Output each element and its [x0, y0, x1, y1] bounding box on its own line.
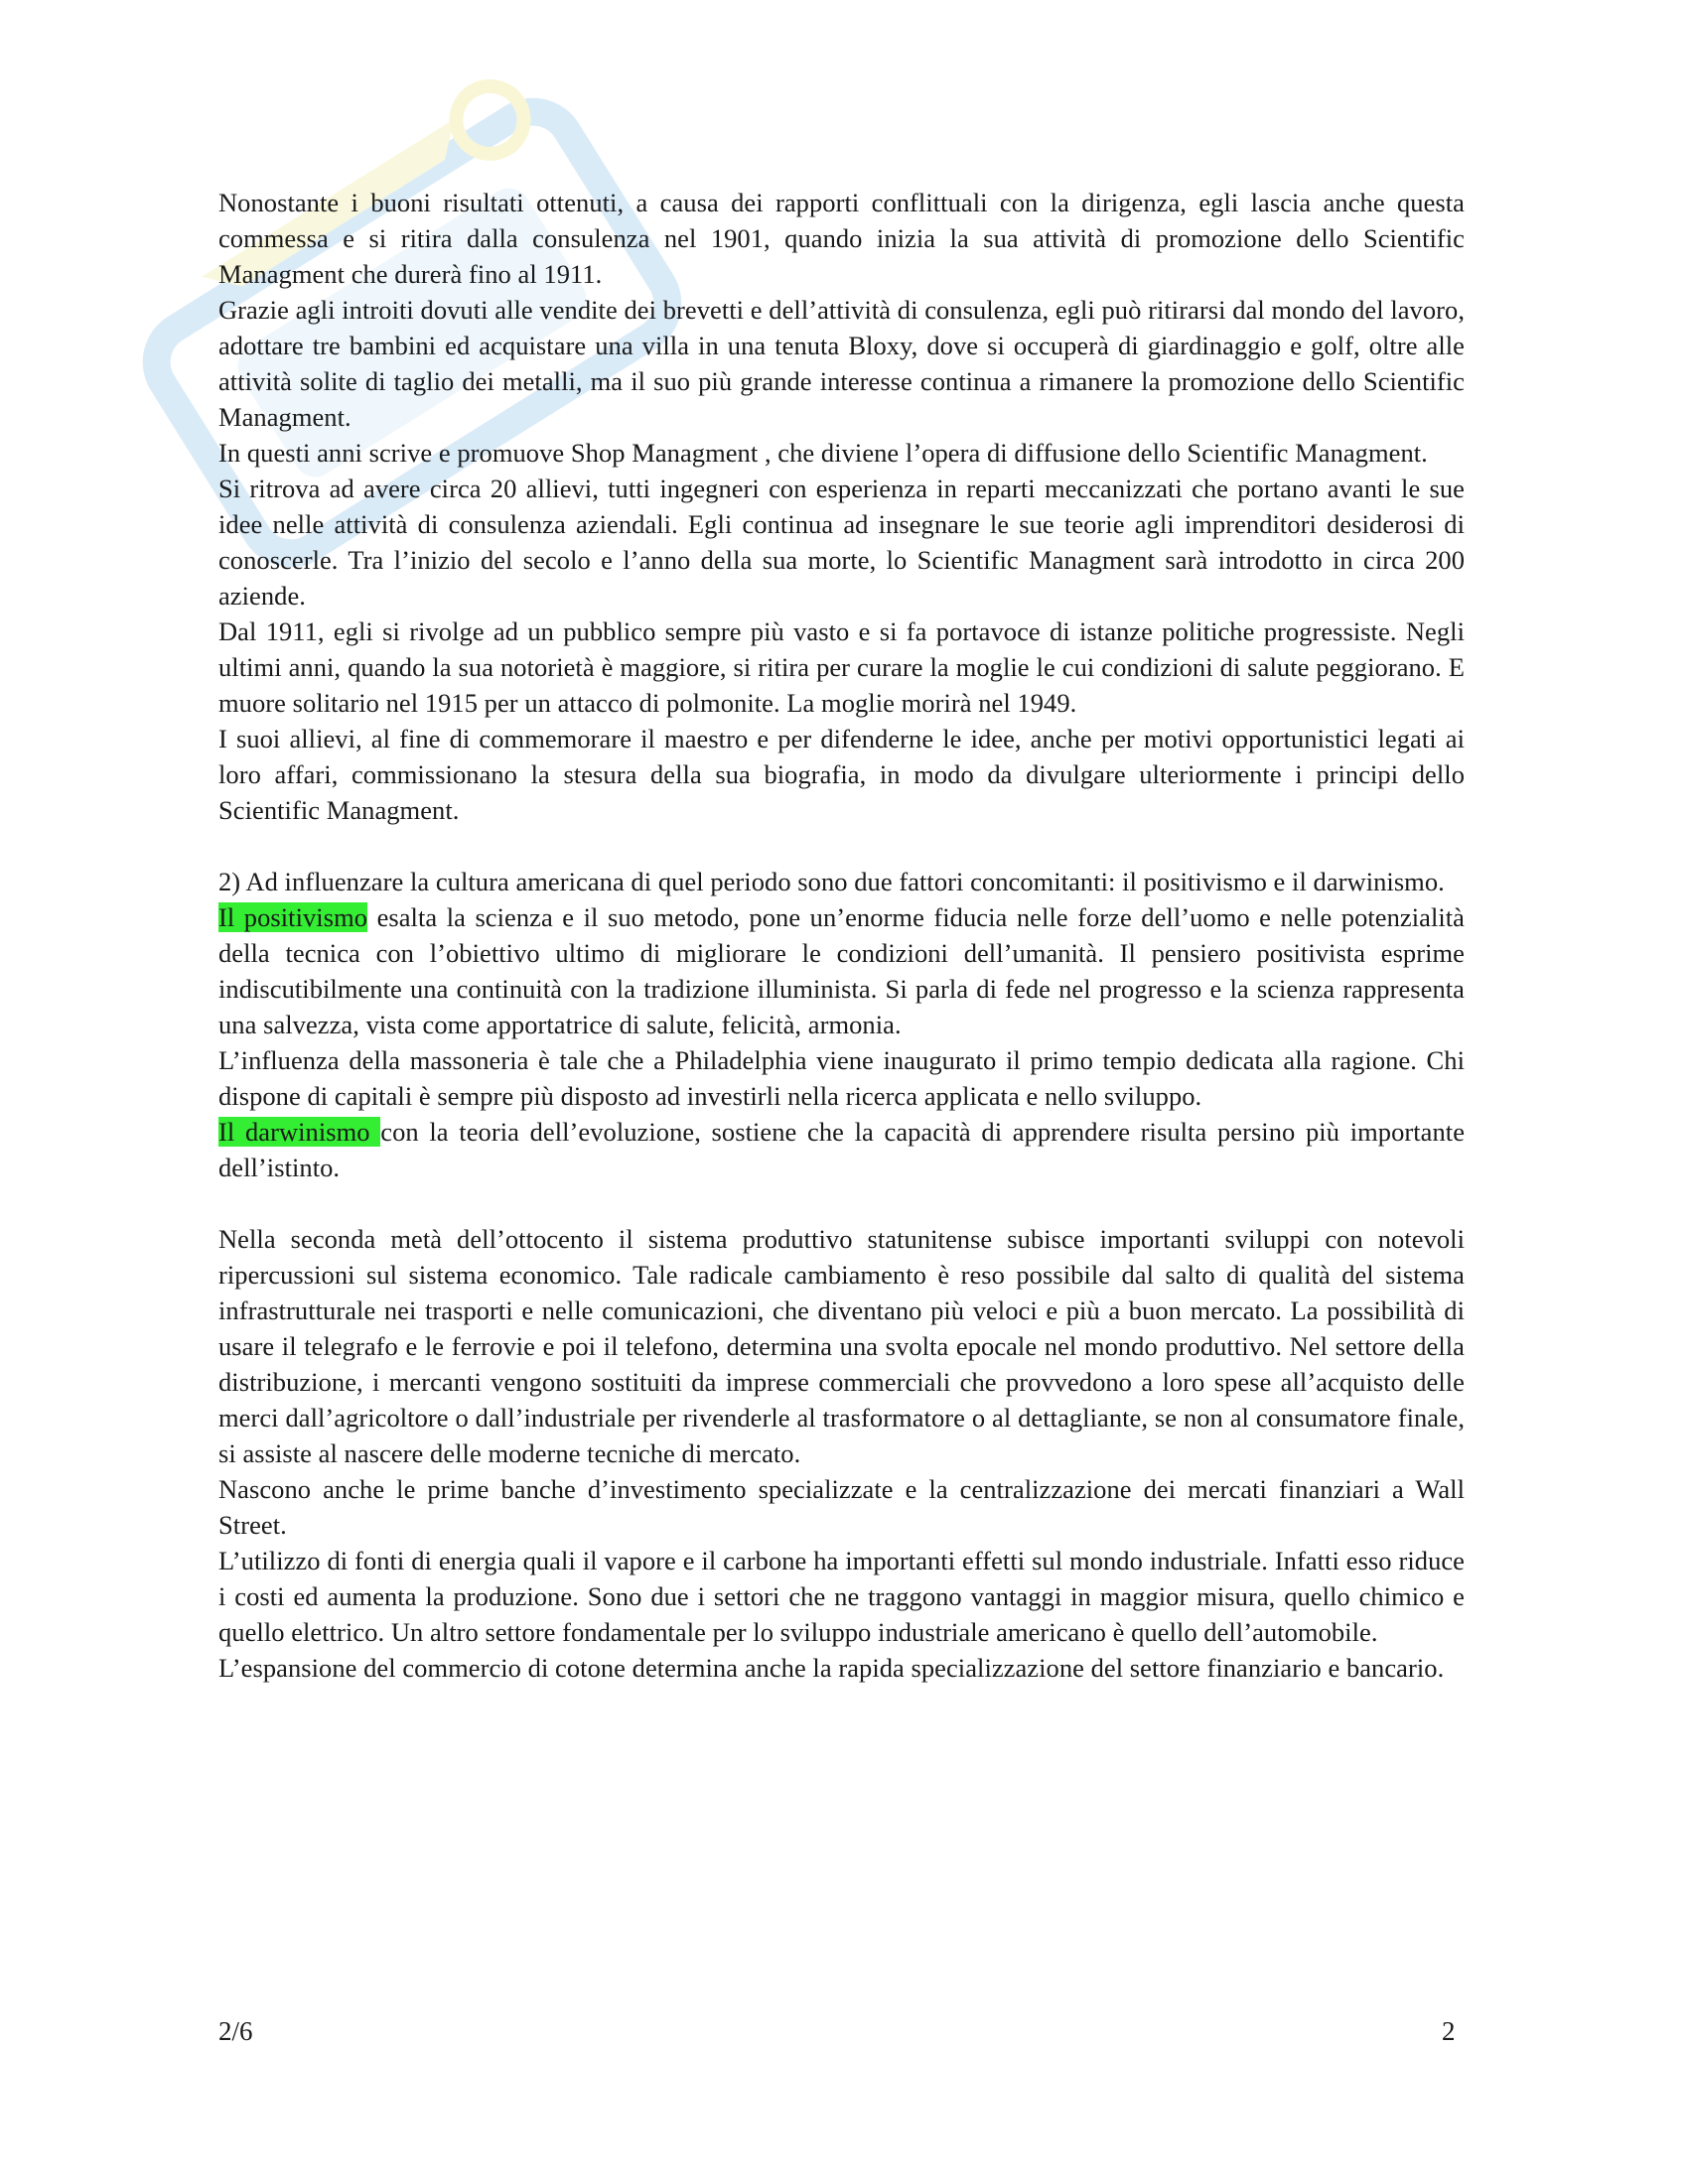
paragraph-gap [218, 1185, 1465, 1221]
highlighted-term: Il darwinismo [218, 1117, 381, 1147]
paragraph: L’influenza della massoneria è tale che a Philadelphia viene inaugurato il primo tempio dedicata alla ragione. Chi dispone di capitali è sempre più disposto ad investirli nella ricerca applicata e nello sviluppo. [218, 1045, 1465, 1111]
paragraph: I suoi allievi, al fine di commemorare il maestro e per difenderne le idee, anche per motivi opportunistici legati ai loro affari, commissionano la stesura della sua biografia, in modo da divulgare ulteriormente i principi dello Scientific Managment. [218, 724, 1465, 825]
paragraph [218, 1114, 1465, 1185]
paragraph: Si ritrova ad avere circa 20 allievi, tutti ingegneri con esperienza in reparti meccanizzati che portano avanti le sue idee nelle attività di consulenza aziendali. Egli continua ad insegnare le sue teorie agli imprenditori desiderosi di conoscerle. Tra l’inizio del secolo e l’anno della sua morte, lo Scientific Managment sarà introdotto in circa 200 aziende. [218, 474, 1465, 611]
paragraph: Grazie agli introiti dovuti alle vendite dei brevetti e dell’attività di consulenza, egli può ritirarsi dal mondo del lavoro, adottare tre bambini ed acquistare una villa in una tenuta Bloxy, dove si occuperà di giardinaggio e golf, oltre alle attività solite di taglio dei metalli, ma il suo più grande interesse continua a rimanere la promozione dello Scientific Managment. [218, 295, 1465, 432]
paragraph: L’espansione del commercio di cotone determina anche la rapida specializzazione del settore finanziario e bancario. [218, 1653, 1445, 1683]
paragraph: Nonostante i buoni risultati ottenuti, a causa dei rapporti conflittuali con la dirigenza, egli lascia anche questa commessa e si ritira dalla consulenza nel 1901, quando inizia la sua attività di promozione dello Scientific Managment che durerà fino al 1911. [218, 188, 1465, 289]
paragraph: Nascono anche le prime banche d’investimento specializzate e la centralizzazione dei mercati finanziari a Wall Street. [218, 1474, 1465, 1540]
paragraph: 2) Ad influenzare la cultura americana di quel periodo sono due fattori concomitanti: il positivismo e il darwinismo. [218, 867, 1445, 896]
paragraph-text: con la teoria dell’evoluzione, sostiene che la capacità di apprendere risulta persino più importante dell’istinto. [218, 1117, 1466, 1182]
page-counter: 2/6 [218, 2016, 253, 2046]
highlighted-term: Il positivismo [218, 902, 368, 932]
paragraph-gap [218, 828, 1465, 864]
paragraph [218, 899, 1465, 1042]
paragraph: L’utilizzo di fonti di energia quali il vapore e il carbone ha importanti effetti sul mondo industriale. Infatti esso riduce i costi ed aumenta la produzione. Sono due i settori che ne traggono vantaggi in maggior misura, quello chimico e quello elettrico. Un altro settore fondamentale per lo sviluppo industriale americano è quello dell’automobile. [218, 1546, 1465, 1647]
page-body [218, 185, 1465, 1686]
paragraph: In questi anni scrive e promuove Shop Managment , che diviene l’opera di diffusione dello Scientific Managment. [218, 438, 1428, 468]
paragraph: Dal 1911, egli si rivolge ad un pubblico sempre più vasto e si fa portavoce di istanze politiche progressiste. Negli ultimi anni, quando la sua notorietà è maggiore, si ritira per curare la moglie le cui condizioni di salute peggiorano. E muore solitario nel 1915 per un attacco di polmonite. La moglie morirà nel 1949. [218, 616, 1465, 718]
page-number: 2 [1442, 2016, 1456, 2046]
paragraph-text: esalta la scienza e il suo metodo, pone un’enorme fiducia nelle forze dell’uomo e nelle potenzialità della tecnica con l’obiettivo ultimo di migliorare le condizioni dell’umanità. Il pensiero positivista esprime indiscutibilmente una continuità con la tradizione illuminista. Si parla di fede nel progresso e la scienza rappresenta una salvezza, vista come apportatrice di salute, felicità, armonia. [218, 902, 1465, 1039]
paragraph: Nella seconda metà dell’ottocento il sistema produttivo statunitense subisce importanti sviluppi con notevoli ripercussioni sul sistema economico. Tale radicale cambiamento è reso possibile dal salto di qualità del sistema infrastrutturale nei trasporti e nelle comunicazioni, che diventano più veloci e più a buon mercato. La possibilità di usare il telegrafo e le ferrovie e poi il telefono, determina una svolta epocale nel mondo produttivo. Nel settore della distribuzione, i mercanti vengono sostituiti da imprese commerciali che provvedono a loro spese all’acquisto delle merci dall’agricoltore o dall’industriale per rivenderle al trasformatore o al dettagliante, se non al consumatore finale, si assiste al nascere delle moderne tecniche di mercato. [218, 1224, 1465, 1468]
